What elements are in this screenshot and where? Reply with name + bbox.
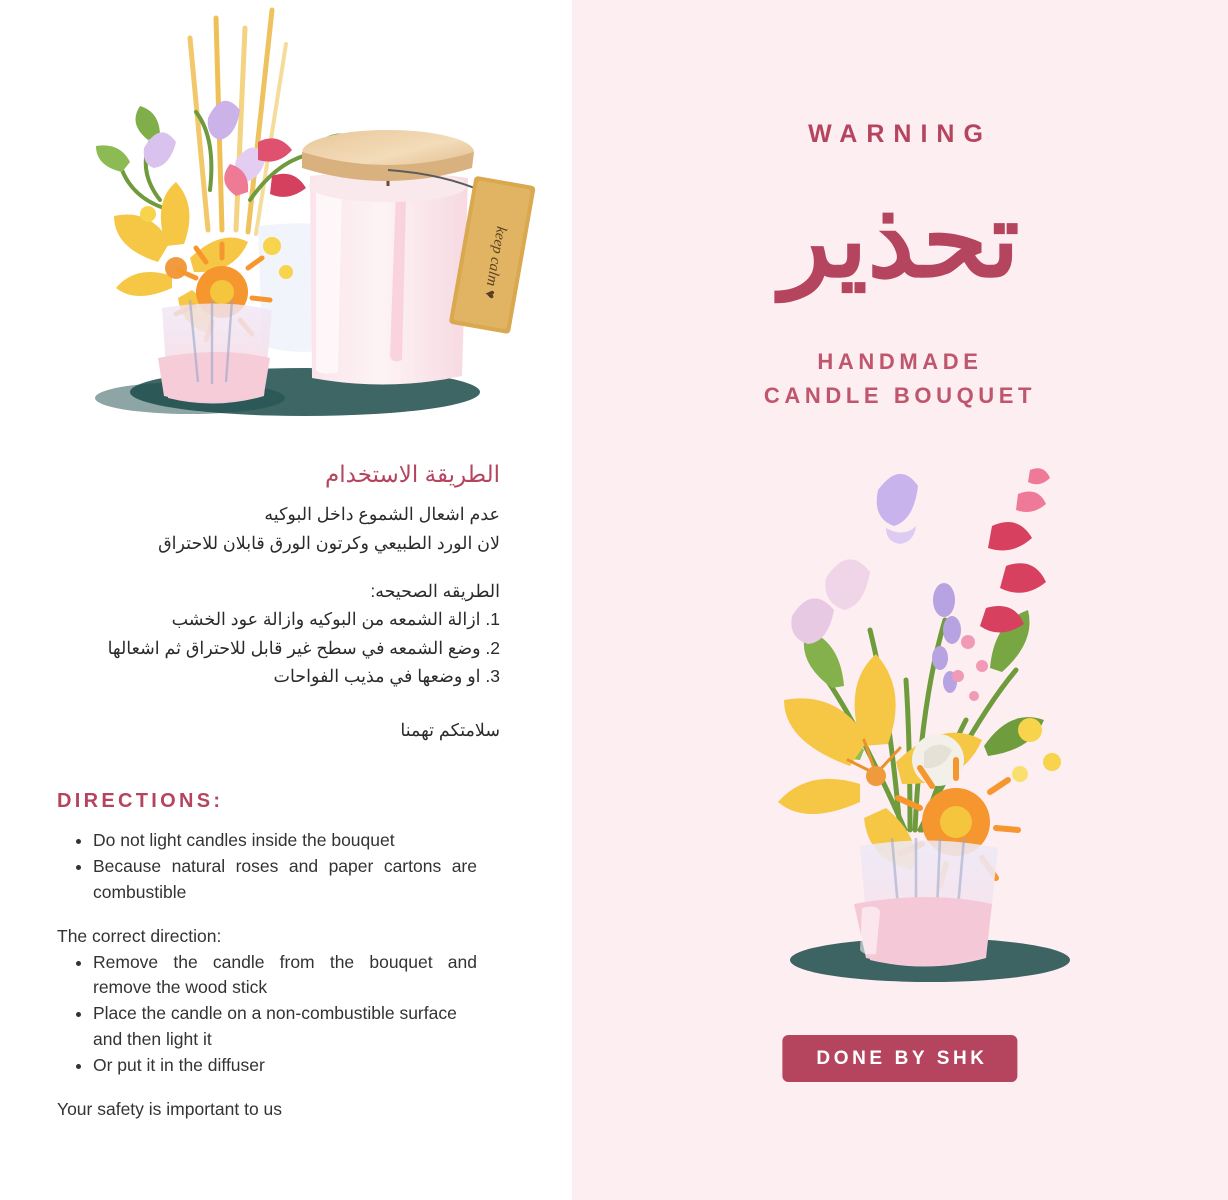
spacer bbox=[57, 906, 477, 924]
list-item: • Place the candle on a non-combustible surface and then light it bbox=[93, 1001, 477, 1052]
done-by-badge[interactable]: DONE BY SHK bbox=[782, 1035, 1017, 1082]
arabic-warning-line-1: عدم اشعال الشموع داخل البوكيه bbox=[264, 504, 500, 525]
list-item: • Do not light candles inside the bouquet bbox=[93, 828, 477, 853]
arabic-step-3: 3. او وضعها في مذيب الفواحات bbox=[273, 665, 500, 686]
subtitle-line-2: CANDLE BOUQUET bbox=[763, 383, 1037, 409]
english-instructions bbox=[57, 828, 477, 1123]
product-subtitle bbox=[572, 345, 1228, 413]
directions-heading: DIRECTIONS: bbox=[57, 790, 224, 812]
warning-label-ar: تحذير bbox=[780, 182, 1020, 299]
spacer bbox=[0, 557, 500, 577]
warning-label-en: WARNING bbox=[808, 120, 992, 148]
right-panel bbox=[572, 0, 1228, 1200]
english-closing: Your safety is important to us bbox=[57, 1099, 283, 1120]
arabic-step-2: 2. وضع الشمعه في سطح غير قابل للاحتراق ثم اشعالها bbox=[107, 637, 500, 658]
subtitle-line-1: HANDMADE bbox=[817, 349, 983, 374]
english-step-bullets bbox=[57, 950, 477, 1079]
list-item: • Or put it in the diffuser bbox=[93, 1053, 477, 1078]
arabic-step-1: 1. ازالة الشمعه من البوكيه وازالة عود الخشب bbox=[171, 609, 500, 630]
tag-text: keep calm ♥ bbox=[480, 225, 510, 300]
english-primary-bullets bbox=[57, 828, 477, 905]
candle-bouquet-illustration bbox=[40, 0, 540, 450]
flower-bouquet-illustration bbox=[700, 430, 1120, 1010]
arabic-instructions bbox=[0, 458, 500, 741]
arabic-heading: الطريقة الاستخدام bbox=[325, 461, 500, 487]
left-panel bbox=[0, 0, 572, 1200]
arabic-correct-label: الطريقه الصحيحه: bbox=[370, 580, 500, 601]
english-correct-label: The correct direction: bbox=[57, 926, 222, 947]
list-item: • Because natural roses and paper cartons are combustible bbox=[93, 854, 477, 905]
spacer bbox=[57, 1079, 477, 1097]
list-item: • Remove the candle from the bouquet and remove the wood stick bbox=[93, 950, 477, 1001]
arabic-closing: سلامتكم تهمنا bbox=[400, 720, 500, 741]
arabic-warning-line-2: لان الورد الطبيعي وكرتون الورق قابلان للاحتراق bbox=[158, 532, 500, 553]
